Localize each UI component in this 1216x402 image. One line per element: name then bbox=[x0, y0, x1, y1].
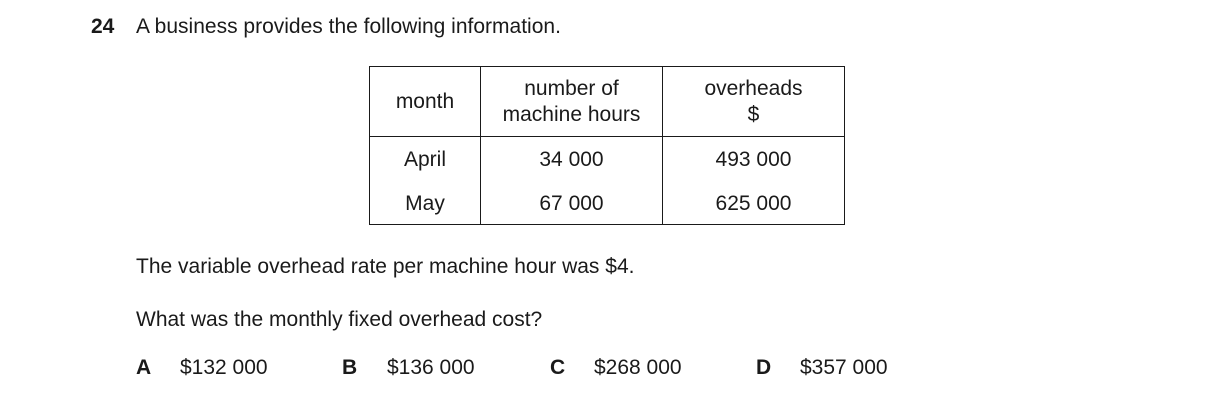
header-machine-hours-line1: number of bbox=[524, 76, 619, 100]
header-overheads-line2: $ bbox=[747, 102, 760, 126]
option-a-letter: A bbox=[136, 356, 152, 379]
cell-machine-hours: 34 000 bbox=[481, 137, 663, 192]
cell-machine-hours: 67 000 bbox=[481, 191, 663, 225]
cell-month: April bbox=[370, 137, 481, 192]
header-machine-hours-line2: machine hours bbox=[502, 102, 641, 126]
cell-month: May bbox=[370, 191, 481, 225]
header-month-label: month bbox=[395, 89, 455, 113]
table-row bbox=[370, 191, 845, 225]
option-d-letter: D bbox=[756, 356, 772, 379]
header-overheads bbox=[663, 67, 845, 137]
table-header-row bbox=[370, 67, 845, 137]
information-table bbox=[369, 66, 845, 225]
option-b-value: $136 000 bbox=[387, 356, 475, 379]
option-d-value: $357 000 bbox=[800, 356, 888, 379]
header-overheads-line1: overheads bbox=[704, 76, 803, 100]
option-c-letter: C bbox=[550, 356, 566, 379]
question-intro: A business provides the following information. bbox=[136, 15, 561, 38]
header-month bbox=[370, 67, 481, 137]
table-row bbox=[370, 137, 845, 192]
option-b-letter: B bbox=[342, 356, 358, 379]
cell-overheads: 493 000 bbox=[663, 137, 845, 192]
variable-rate-statement: The variable overhead rate per machine hour was $4. bbox=[136, 255, 635, 278]
question-prompt: What was the monthly fixed overhead cost? bbox=[136, 308, 543, 331]
question-number: 24 bbox=[91, 15, 115, 38]
header-machine-hours bbox=[481, 67, 663, 137]
option-a-value: $132 000 bbox=[180, 356, 268, 379]
option-c-value: $268 000 bbox=[594, 356, 682, 379]
cell-overheads: 625 000 bbox=[663, 191, 845, 225]
